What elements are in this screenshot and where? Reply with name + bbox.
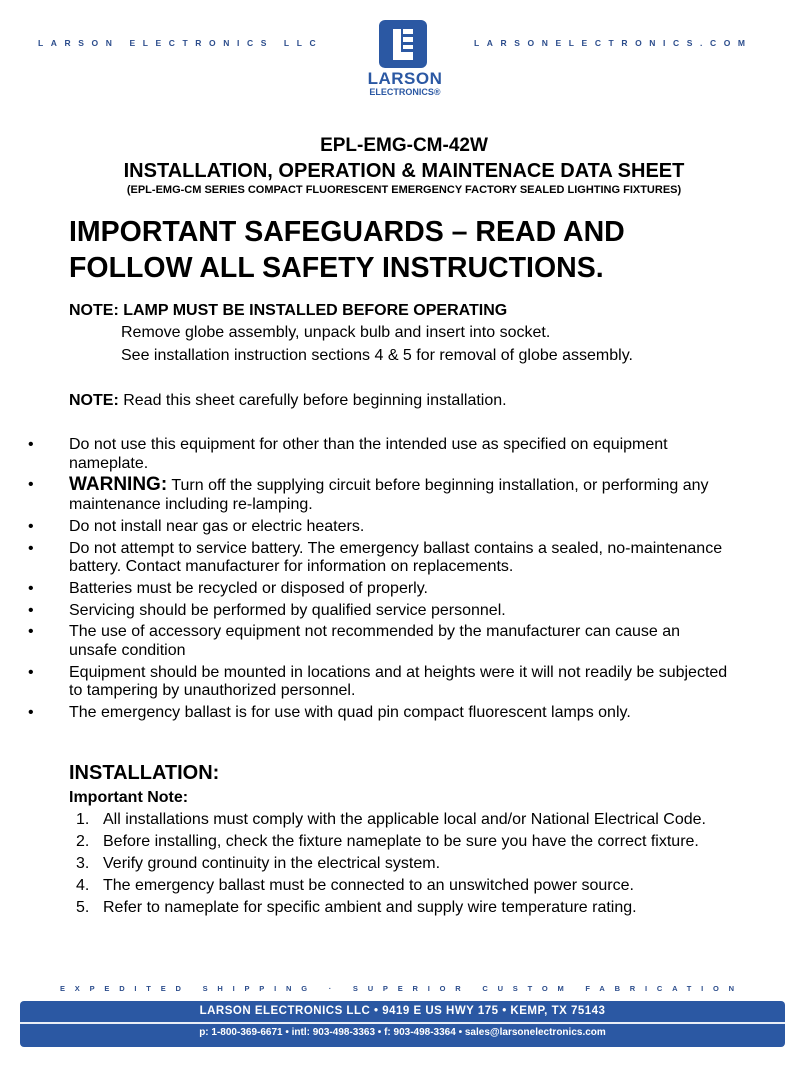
list-item: • Do not install near gas or electric heaters. (28, 517, 365, 535)
bullet-text: Do not attempt to service battery. The emergency ballast contains a sealed, no-maintenance battery. Contact manufacturer for information on replacements. (69, 539, 723, 576)
list-item: • Equipment should be mounted in locations and at heights were it will not readily be subjected to tampering by unauthorized personnel. (28, 663, 728, 700)
safeguards-heading (69, 214, 769, 286)
read-sheet-note (69, 391, 507, 411)
footer-address: LARSON ELECTRONICS LLC • 9419 E US HWY 175 • KEMP, TX 75143 (199, 1005, 606, 1017)
logo-wordmark: LARSON (367, 69, 443, 88)
lamp-note-heading: NOTE: LAMP MUST BE INSTALLED BEFORE OPERATING (69, 302, 508, 319)
document-title: INSTALLATION, OPERATION & MAINTENACE DATA SHEET (123, 160, 685, 182)
list-item: • Batteries must be recycled or disposed of properly. (28, 579, 428, 597)
note-text: Read this sheet carefully before beginning installation. (118, 392, 507, 409)
footer-contact: p: 1-800-369-6671 • intl: 903-498-3363 • f: 903-498-3364 • sales@larsonelectronics.com (199, 1027, 606, 1038)
website-header: LARSONELECTRONICS.COM (474, 38, 753, 48)
bullet-text: Turn off the supplying circuit before beginning installation, or performing any maintenance including re-lamping. (69, 477, 709, 514)
step-text: Before installing, check the fixture nameplate to be sure you have the correct fixture. (103, 833, 699, 850)
list-item: • Do not attempt to service battery. The emergency ballast contains a sealed, no-maintenance battery. Contact manufacturer for information on replacements. (28, 539, 723, 576)
safeguards-line-2: FOLLOW ALL SAFETY INSTRUCTIONS. (69, 252, 604, 284)
important-note-label: Important Note: (69, 789, 189, 806)
footer-tagline: EXPEDITED SHIPPING · SUPERIOR CUSTOM FABRICATION (60, 984, 744, 993)
step-text: All installations must comply with the applicable local and/or National Electrical Code. (103, 811, 706, 828)
installation-steps (69, 810, 709, 920)
bullet-text: The use of accessory equipment not recommended by the manufacturer can cause an unsafe condition (69, 623, 681, 660)
safety-bullet-list (28, 436, 728, 726)
step-text: Verify ground continuity in the electrical system. (103, 855, 441, 872)
list-item: • The use of accessory equipment not recommended by the manufacturer can cause an unsafe condition (28, 623, 681, 660)
larson-logo-icon (379, 20, 427, 68)
model-number: EPL-EMG-CM-42W (320, 135, 488, 156)
footer-divider (20, 1022, 785, 1024)
list-item: • Do not use this equipment for other than the intended use as specified on equipment nameplate. (28, 436, 668, 472)
list-item: 1. All installations must comply with the applicable local and/or National Electrical Code. (76, 811, 706, 828)
logo-subtitle: ELECTRONICS® (369, 87, 441, 97)
step-text: Refer to nameplate for specific ambient and supply wire temperature rating. (103, 899, 637, 916)
bullet-text: Batteries must be recycled or disposed of properly. (69, 579, 428, 597)
document-subtitle: (EPL-EMG-CM SERIES COMPACT FLUORESCENT EMERGENCY FACTORY SEALED LIGHTING FIXTURES) (126, 184, 682, 196)
warning-label: WARNING: (69, 474, 168, 496)
safeguards-line-1: IMPORTANT SAFEGUARDS – READ AND (69, 216, 625, 248)
company-name-header: LARSON ELECTRONICS LLC (38, 38, 324, 48)
bullet-text: Do not use this equipment for other than the intended use as specified on equipment nameplate. (69, 436, 668, 472)
list-item: • Servicing should be performed by qualified service personnel. (28, 601, 506, 619)
bullet-text: Servicing should be performed by qualified service personnel. (69, 601, 506, 619)
bullet-text: Do not install near gas or electric heaters. (69, 517, 365, 535)
step-text: The emergency ballast must be connected to an unswitched power source. (103, 877, 634, 894)
list-item: 2. Before installing, check the fixture nameplate to be sure you have the correct fixture. (76, 833, 699, 850)
bullet-text: Equipment should be mounted in locations and at heights were it will not readily be subjected to tampering by unauthorized personnel. (69, 663, 728, 700)
list-item: • WARNING: Turn off the supplying circuit before beginning installation, or performing any maintenance including re-lamping. (28, 474, 709, 514)
lamp-note-line-2: See installation instruction sections 4 & 5 for removal of globe assembly. (121, 347, 633, 364)
list-item: 5. Refer to nameplate for specific ambient and supply wire temperature rating. (76, 899, 637, 916)
list-item: 4. The emergency ballast must be connected to an unswitched power source. (76, 877, 634, 894)
lamp-note-line-1: Remove globe assembly, unpack bulb and insert into socket. (121, 324, 551, 341)
bullet-text: The emergency ballast is for use with quad pin compact fluorescent lamps only. (69, 704, 631, 722)
footer-band (20, 1001, 785, 1047)
note-label: NOTE: (69, 392, 119, 409)
installation-heading: INSTALLATION: (69, 762, 220, 784)
list-item: • The emergency ballast is for use with quad pin compact fluorescent lamps only. (28, 704, 631, 722)
list-item: 3. Verify ground continuity in the electrical system. (76, 855, 441, 872)
